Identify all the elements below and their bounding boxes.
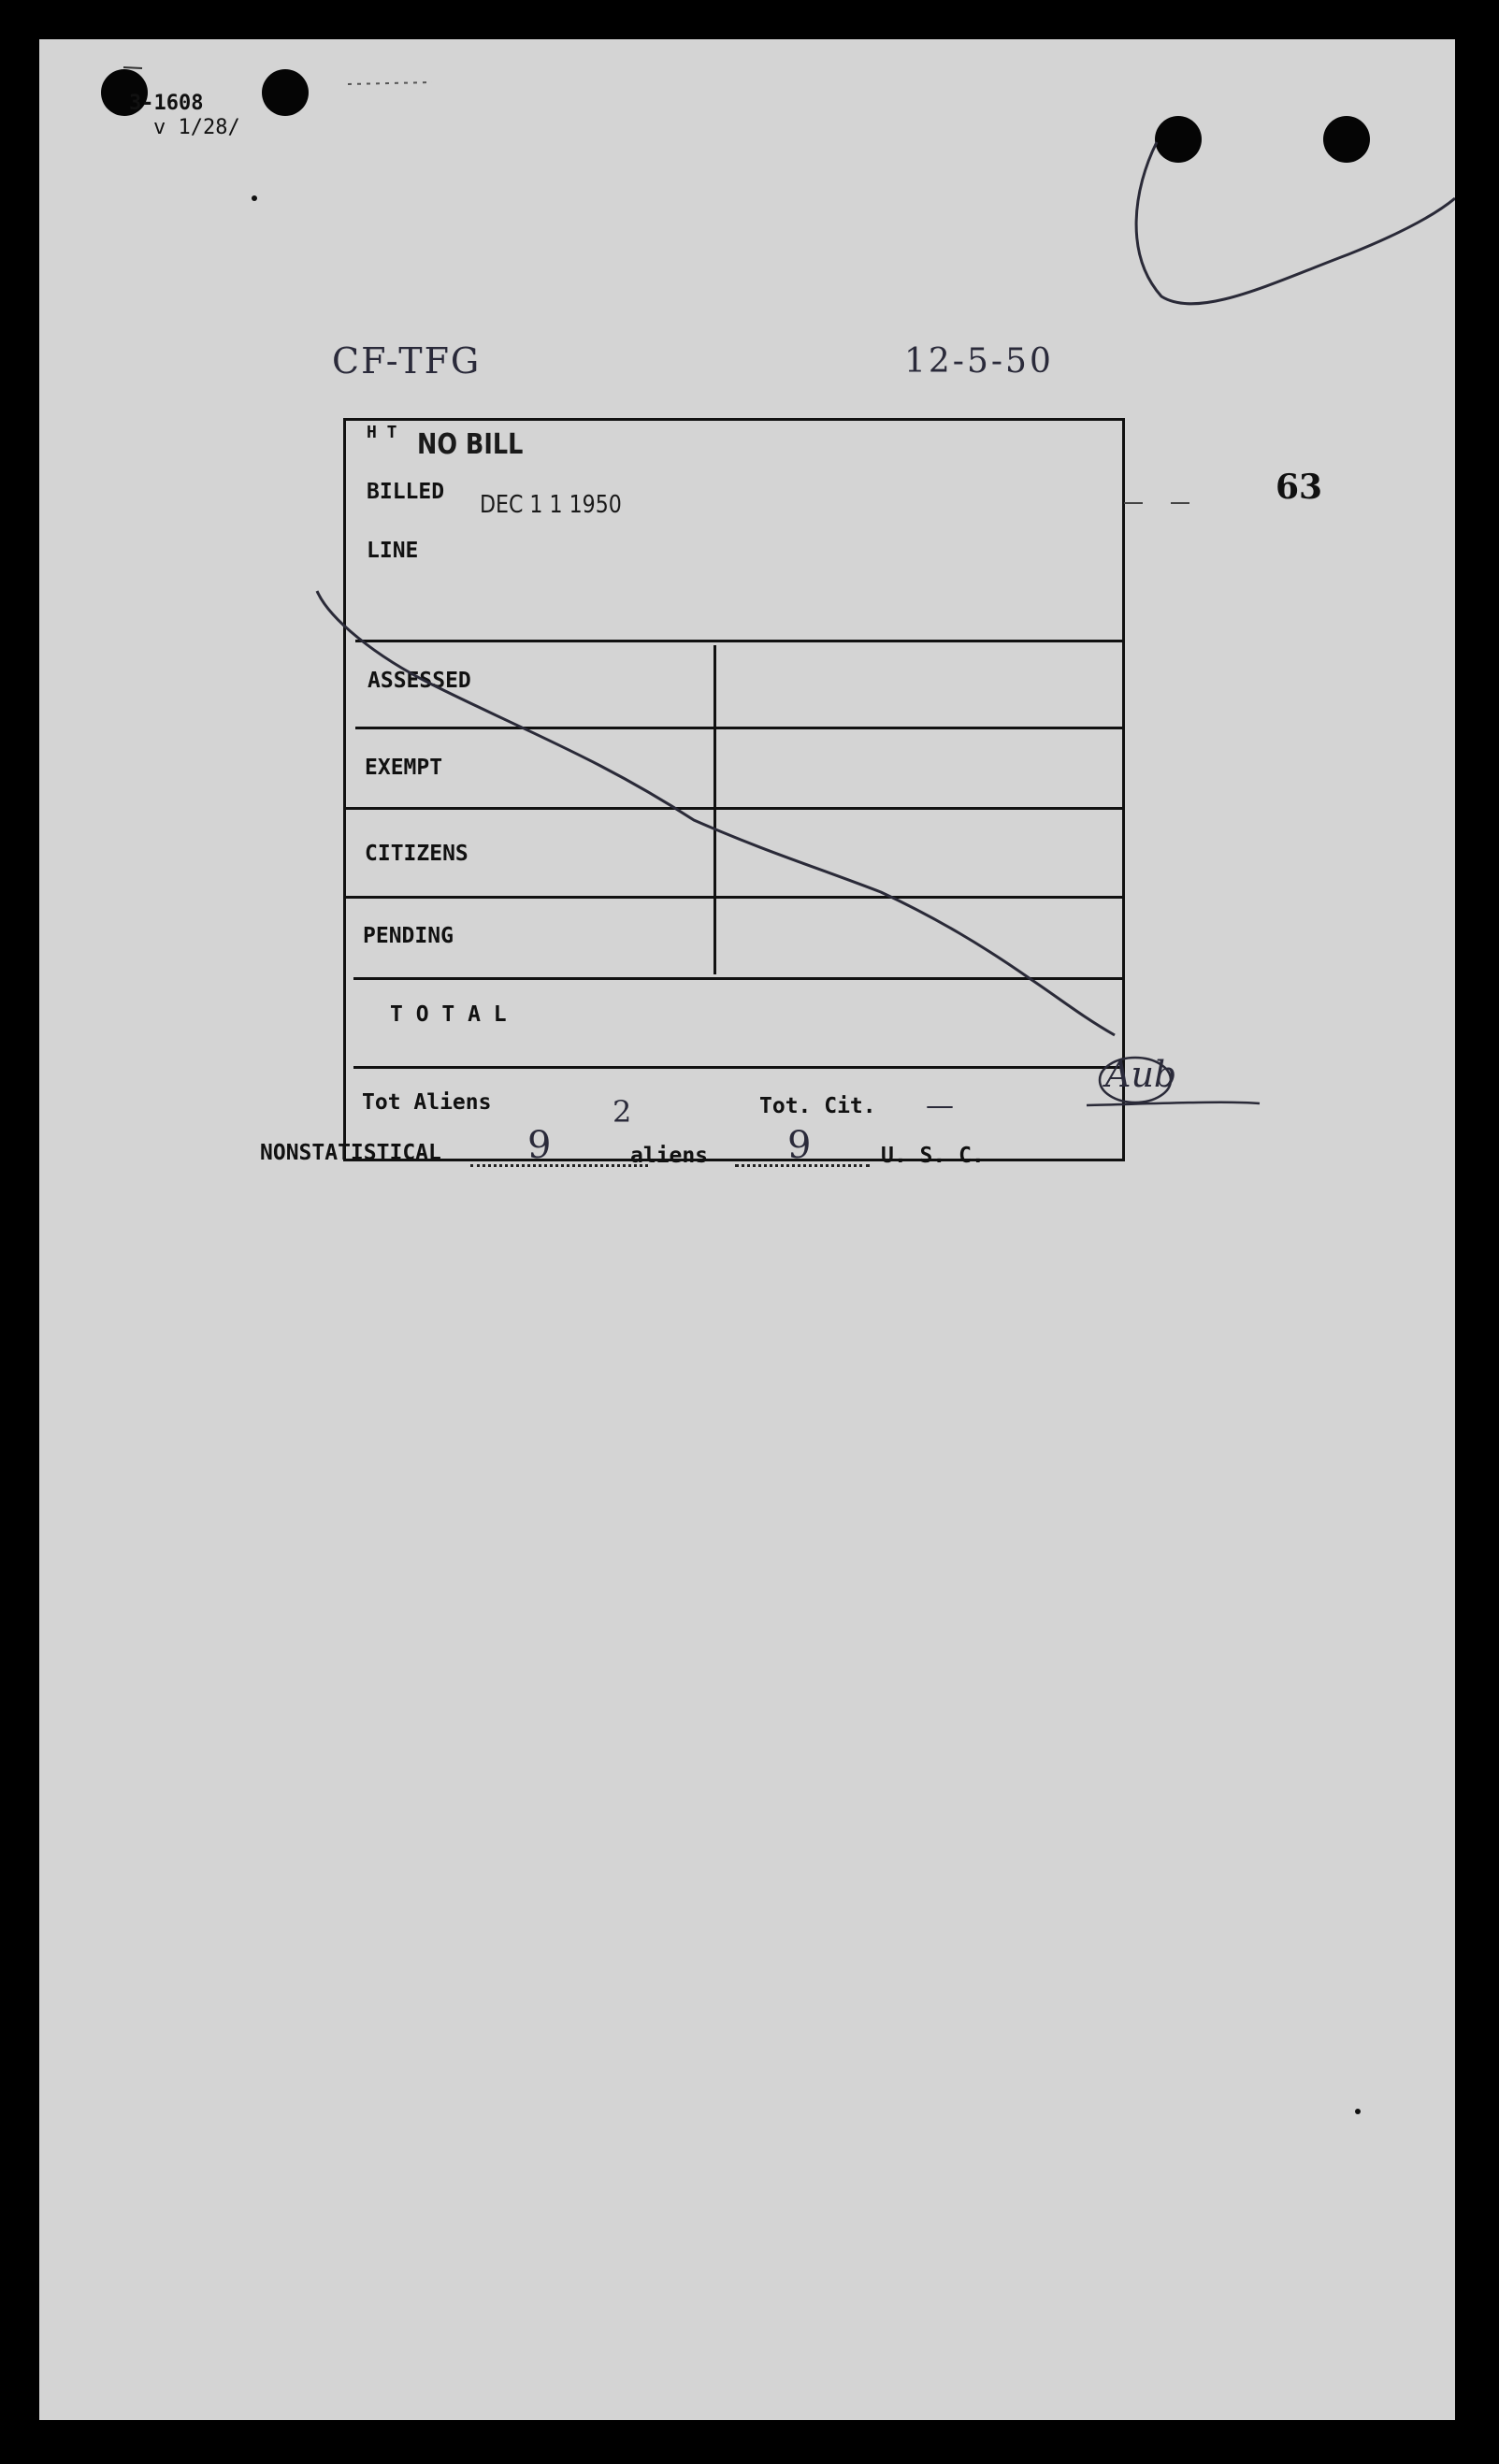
diagonal-cancel-stroke — [317, 591, 1115, 1035]
speck — [1355, 2109, 1361, 2114]
no-bill-stamp: NO BILL — [417, 428, 524, 461]
nonstatistical-usc-value: 9 — [787, 1124, 812, 1167]
ht-label: H T — [367, 423, 397, 442]
nonstatistical-aliens-value: 9 — [527, 1124, 552, 1167]
row-label-assessed: ASSESSED — [368, 669, 471, 693]
speck-mark — [348, 82, 432, 84]
billed-label: BILLED — [367, 480, 445, 504]
form-revision: v 1/28/ — [153, 116, 240, 139]
handwritten-initials: Aub — [1105, 1054, 1177, 1095]
form-number: 3-1608 — [129, 92, 204, 115]
total-label: T O T A L — [390, 1002, 507, 1027]
tot-aliens-value: 2 — [613, 1094, 632, 1130]
billed-date-stamp: DEC 1 1 1950 — [480, 491, 622, 519]
tot-cit-value: — — [926, 1089, 954, 1122]
pen-marks-overlay — [39, 39, 1455, 2420]
handwritten-note-cf-tfg: CF-TFG — [332, 340, 482, 382]
row-label-exempt: EXEMPT — [365, 756, 443, 780]
check-mark-stroke — [1136, 142, 1455, 304]
page-number: 63 — [1276, 468, 1323, 507]
nonstatistical-label: NONSTATISTICAL — [260, 1141, 441, 1165]
row-label-pending: PENDING — [363, 924, 454, 948]
usc-label: U. S. C. — [881, 1144, 985, 1168]
handwritten-date: 12-5-50 — [904, 342, 1054, 381]
document-page — [39, 39, 1455, 2420]
row-label-citizens: CITIZENS — [365, 842, 468, 866]
line-label: LINE — [367, 539, 419, 563]
speck — [252, 195, 257, 201]
aliens-label: aliens — [630, 1144, 709, 1168]
initials-underline — [1087, 1102, 1260, 1105]
tot-aliens-label: Tot Aliens — [362, 1090, 492, 1115]
speck-mark — [123, 67, 142, 68]
initials-loop — [1100, 1058, 1171, 1102]
tot-cit-label: Tot. Cit. — [759, 1094, 876, 1118]
